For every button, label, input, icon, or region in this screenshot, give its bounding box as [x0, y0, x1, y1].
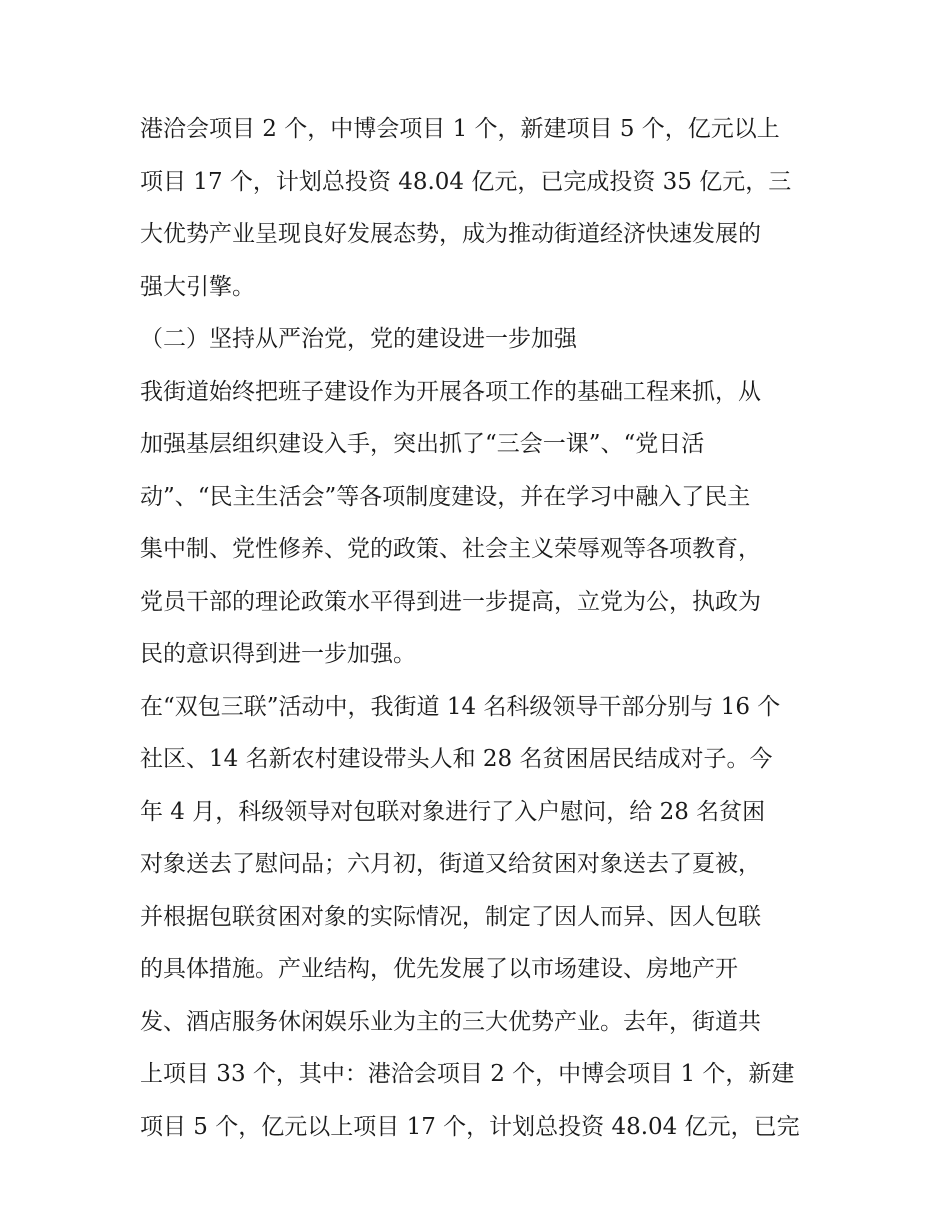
text-line: 发、酒店服务休闲娱乐业为主的三大优势产业。去年，街道共 — [140, 1008, 761, 1035]
text-line: 上项目 33 个，其中：港洽会项目 2 个，中博会项目 1 个，新建 — [140, 1061, 795, 1087]
text-line: 强大引擎。 — [140, 273, 255, 300]
section-heading: （二）坚持从严治党，党的建设进一步加强 — [140, 326, 577, 352]
document-page — [140, 103, 820, 1153]
text-line: 对象送去了慰问品；六月初，街道又给贫困对象送去了夏被， — [140, 851, 761, 877]
text-line: 民的意识得到进一步加强。 — [140, 641, 416, 667]
text-line: 加强基层组织建设入手，突出抓了“三会一课”、“党日活 — [140, 431, 705, 457]
text-line: 大优势产业呈现良好发展态势，成为推动街道经济快速发展的 — [140, 221, 761, 247]
text-line: 项目 17 个，计划总投资 48.04 亿元，已完成投资 35 亿元，三 — [140, 168, 792, 195]
text-line: 港洽会项目 2 个，中博会项目 1 个，新建项目 5 个，亿元以上 — [140, 116, 780, 142]
text-line: 年 4 月，科级领导对包联对象进行了入户慰问，给 28 名贫困 — [140, 798, 766, 825]
text-line: 我街道始终把班子建设作为开展各项工作的基础工程来抓，从 — [140, 378, 761, 405]
text-line: 的具体措施。产业结构，优先发展了以市场建设、房地产开 — [140, 956, 738, 982]
text-line: 党员干部的理论政策水平得到进一步提高，立党为公，执政为 — [140, 588, 761, 615]
text-line: 动”、“民主生活会”等各项制度建设，并在学习中融入了民主 — [140, 483, 751, 510]
text-line: 社区、14 名新农村建设带头人和 28 名贫困居民结成对子。今 — [140, 746, 773, 772]
text-line: 项目 5 个，亿元以上项目 17 个，计划总投资 48.04 亿元，已完 — [140, 1113, 800, 1140]
text-line: 在“双包三联”活动中，我街道 14 名科级领导干部分别与 16 个 — [140, 693, 781, 720]
text-line: 集中制、党性修养、党的政策、社会主义荣辱观等各项教育， — [140, 536, 761, 562]
text-line: 并根据包联贫困对象的实际情况，制定了因人而异、因人包联 — [140, 903, 761, 930]
